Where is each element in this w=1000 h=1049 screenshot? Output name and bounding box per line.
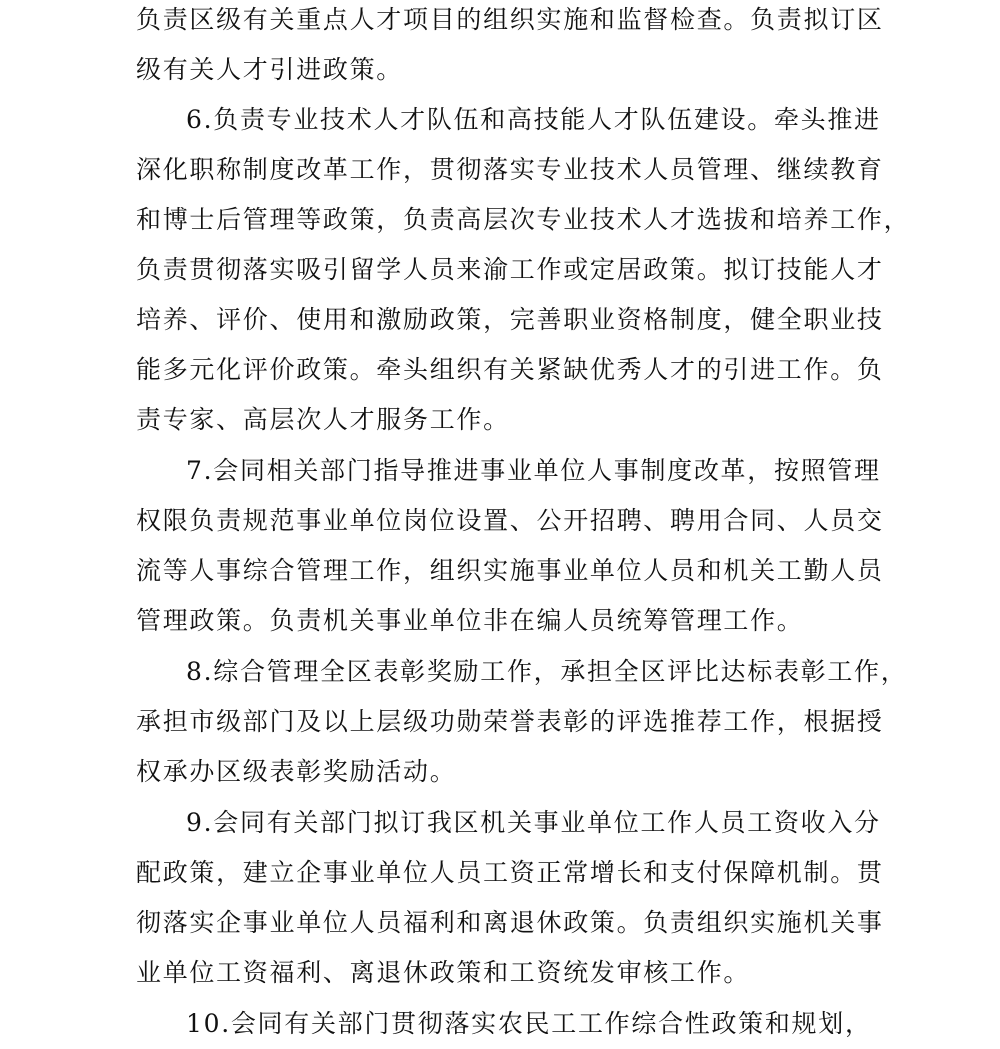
text-line: 责专家、高层次人才服务工作。 [136, 405, 510, 434]
text-line: 配政策，建立企事业单位人员工资正常增长和支付保障机制。贯 [136, 858, 884, 887]
paragraph-first-line: 7.会同相关部门指导推进事业单位人事制度改革，按照管理 [186, 456, 881, 485]
text-line: 级有关人才引进政策。 [136, 55, 404, 84]
text-line: 权限负责规范事业单位岗位设置、公开招聘、聘用合同、人员交 [136, 506, 884, 535]
text-line: 深化职称制度改革工作，贯彻落实专业技术人员管理、继续教育 [136, 155, 884, 184]
text-line: 负责区级有关重点人才项目的组织实施和监督检查。负责拟订区 [136, 5, 884, 34]
text-line: 彻落实企事业单位人员福利和离退休政策。负责组织实施机关事 [136, 908, 884, 937]
text-line: 承担市级部门及以上层级功勋荣誉表彰的评选推荐工作，根据授 [136, 707, 884, 736]
text-line: 负责贯彻落实吸引留学人员来渝工作或定居政策。拟订技能人才 [136, 255, 884, 284]
text-line: 业单位工资福利、离退休政策和工资统发审核工作。 [136, 958, 751, 987]
text-line: 流等人事综合管理工作，组织实施事业单位人员和机关工勤人员 [136, 556, 884, 585]
paragraph-first-line: 6.负责专业技术人才队伍和高技能人才队伍建设。牵头推进 [186, 105, 881, 134]
text-line: 权承办区级表彰奖励活动。 [136, 757, 457, 786]
text-line: 管理政策。负责机关事业单位非在编人员统筹管理工作。 [136, 606, 804, 635]
text-line: 能多元化评价政策。牵头组织有关紧缺优秀人才的引进工作。负 [136, 355, 884, 384]
text-line: 培养、评价、使用和激励政策，完善职业资格制度，健全职业技 [136, 305, 884, 334]
paragraph-first-line: 9.会同有关部门拟订我区机关事业单位工作人员工资收入分 [186, 808, 881, 837]
paragraph-first-line: 10.会同有关部门贯彻落实农民工工作综合性政策和规划， [186, 1009, 872, 1038]
paragraph-first-line: 8.综合管理全区表彰奖励工作，承担全区评比达标表彰工作， [186, 657, 908, 686]
text-line: 和博士后管理等政策，负责高层次专业技术人才选拔和培养工作， [136, 205, 911, 234]
